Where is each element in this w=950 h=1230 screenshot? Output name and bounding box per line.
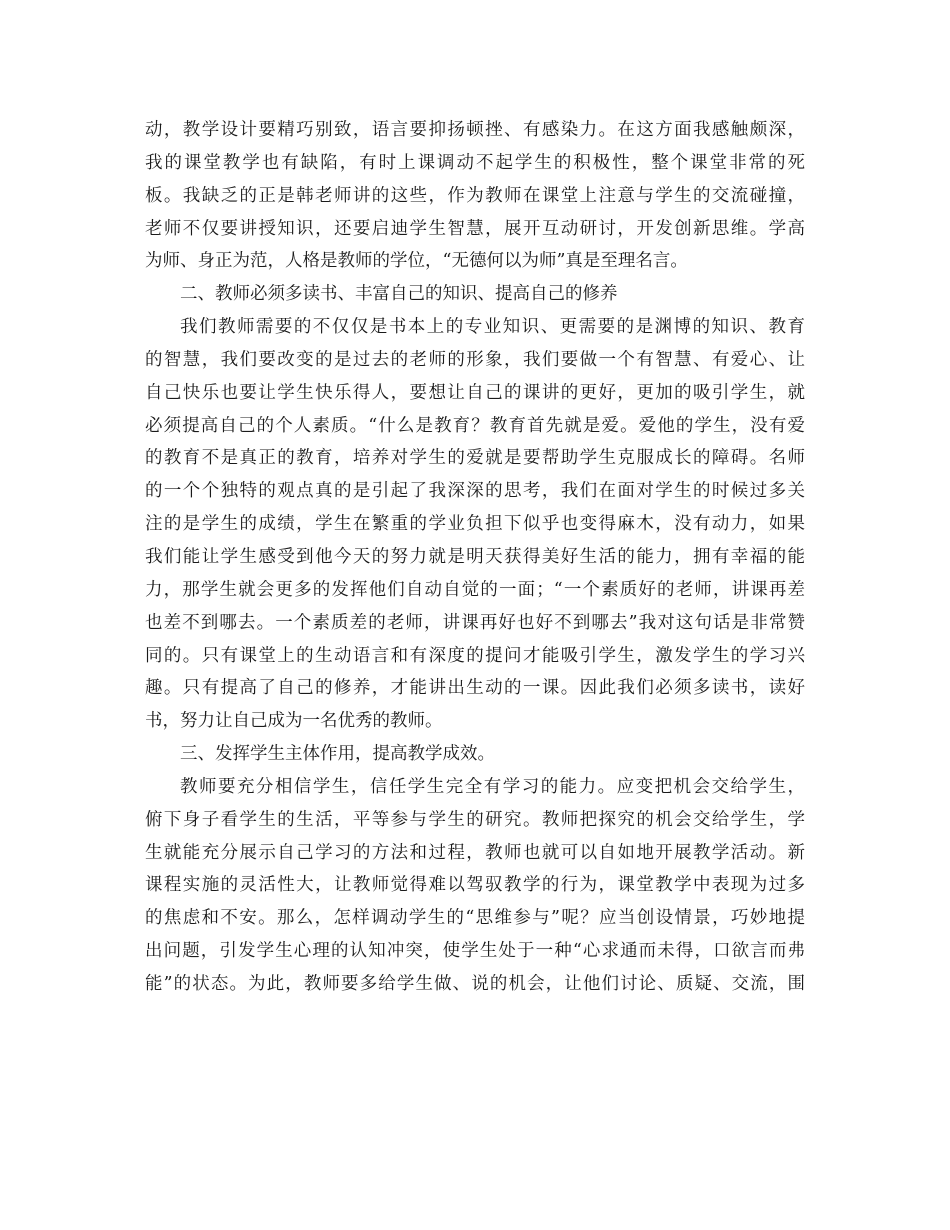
text-line: 我们能让学生感受到他今天的努力就是明天获得美好生活的能力，拥有幸福的能: [145, 546, 805, 567]
text-line: 动，教学设计要精巧别致，语言要抑扬顿挫、有感染力。在这方面我感触颇深，: [145, 120, 805, 140]
section-heading-2: 二、教师必须多读书、丰富自己的知识、提高自己的修养: [180, 284, 618, 305]
text-line: 趣。只有提高了自己的修养，才能讲出生动的一课。因此我们必须多读书，读好: [145, 678, 805, 699]
document-body: [145, 114, 805, 1001]
text-line: 我们教师需要的不仅仅是书本上的专业知识、更需要的是渊博的知识、教育: [180, 317, 805, 338]
text-line: 自己快乐也要让学生快乐得人，要想让自己的课讲的更好，更加的吸引学生，就: [145, 382, 805, 403]
text-line: 注的是学生的成绩，学生在繁重的学业负担下似乎也变得麻木，没有动力，如果: [145, 514, 805, 535]
text-line: 教师要充分相信学生，信任学生完全有学习的能力。应变把机会交给学生，: [180, 776, 805, 797]
text-line: 书，努力让自己成为一名优秀的教师。: [145, 711, 443, 732]
text-line: 板。我缺乏的正是韩老师讲的这些，作为教师在课堂上注意与学生的交流碰撞，: [145, 185, 805, 206]
text-line: 为师、身正为范，人格是教师的学位，“无德何以为师”真是至理名言。: [145, 251, 688, 272]
text-line: 老师不仅要讲授知识，还要启迪学生智慧，展开互动研讨，开发创新思维。学高: [145, 218, 805, 239]
text-line: 的智慧，我们要改变的是过去的老师的形象，我们要做一个有智慧、有爱心、让: [145, 349, 805, 370]
text-line: 的一个个独特的观点真的是引起了我深深的思考，我们在面对学生的时候过多关: [145, 481, 805, 502]
text-line: 课程实施的灵活性大，让教师觉得难以驾驭教学的行为，课堂教学中表现为过多: [145, 875, 805, 896]
text-line: 的教育不是真正的教育，培养对学生的爱就是要帮助学生克服成长的障碍。名师: [145, 448, 805, 469]
section-heading-3: 三、发挥学生主体作用，提高教学成效。: [180, 744, 495, 765]
text-line: 必须提高自己的个人素质。“什么是教育？教育首先就是爱。爱他的学生，没有爱: [145, 415, 805, 436]
text-line: 力，那学生就会更多的发挥他们自动自觉的一面；“一个素质好的老师，讲课再差: [145, 579, 805, 600]
text-line: 生就能充分展示自己学习的方法和过程，教师也就可以自如地开展教学活动。新: [145, 842, 805, 863]
text-line: 同的。只有课堂上的生动语言和有深度的提问才能吸引学生，激发学生的学习兴: [145, 645, 805, 666]
text-line: 能”的状态。为此，教师要多给学生做、说的机会，让他们讨论、质疑、交流，围: [145, 973, 805, 994]
text-line: 出问题，引发学生心理的认知冲突，使学生处于一种“心求通而未得，口欲言而弗: [145, 941, 805, 962]
text-line: 也差不到哪去。一个素质差的老师，讲课再好也好不到哪去”我对这句话是非常赞: [145, 612, 805, 633]
text-line: 我的课堂教学也有缺陷，有时上课调动不起学生的积极性，整个课堂非常的死: [145, 152, 805, 173]
text-line: 俯下身子看学生的生活，平等参与学生的研究。教师把探究的机会交给学生，学: [145, 809, 805, 830]
text-line: 的焦虑和不安。那么，怎样调动学生的“思维参与”呢？应当创设情景，巧妙地提: [145, 908, 805, 929]
